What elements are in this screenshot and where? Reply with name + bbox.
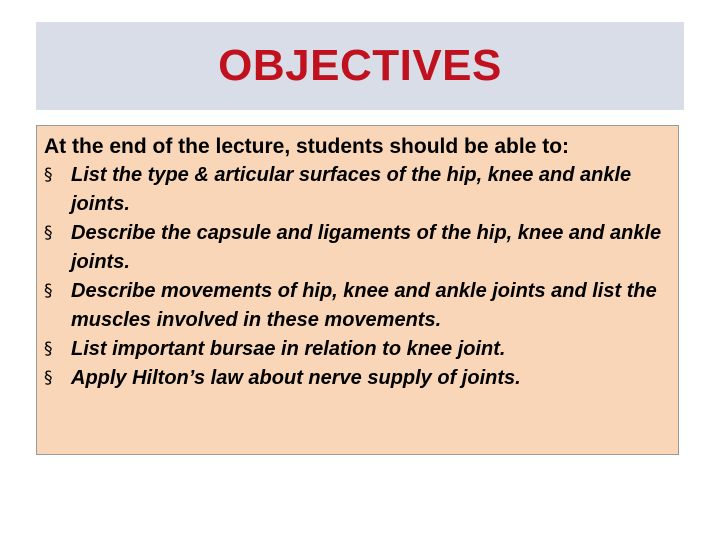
bullet-icon: § bbox=[44, 368, 53, 388]
objective-item bbox=[44, 277, 670, 335]
bullet-icon: § bbox=[44, 339, 53, 359]
bullet-icon: § bbox=[44, 281, 53, 301]
bullet-icon: § bbox=[44, 165, 53, 185]
objectives-panel bbox=[36, 125, 679, 455]
title-banner bbox=[36, 22, 684, 110]
objectives-list bbox=[44, 161, 670, 393]
objective-item bbox=[44, 335, 670, 364]
objective-item bbox=[44, 219, 670, 277]
objective-text: Apply Hilton’s law about nerve supply of joints. bbox=[71, 367, 521, 389]
intro-text: At the end of the lecture, students should be able to: bbox=[44, 135, 570, 158]
objective-text: Describe the capsule and ligaments of the hip, knee and ankle joints. bbox=[71, 222, 662, 273]
objective-item bbox=[44, 161, 670, 219]
bullet-icon: § bbox=[44, 223, 53, 243]
objective-text: List the type & articular surfaces of the hip, knee and ankle joints. bbox=[71, 164, 632, 215]
slide-title: OBJECTIVES bbox=[218, 41, 502, 90]
objective-text: Describe movements of hip, knee and ankle joints and list the muscles involved in these movements. bbox=[71, 280, 657, 331]
objective-item bbox=[44, 364, 670, 393]
objective-text: List important bursae in relation to knee joint. bbox=[71, 338, 506, 360]
